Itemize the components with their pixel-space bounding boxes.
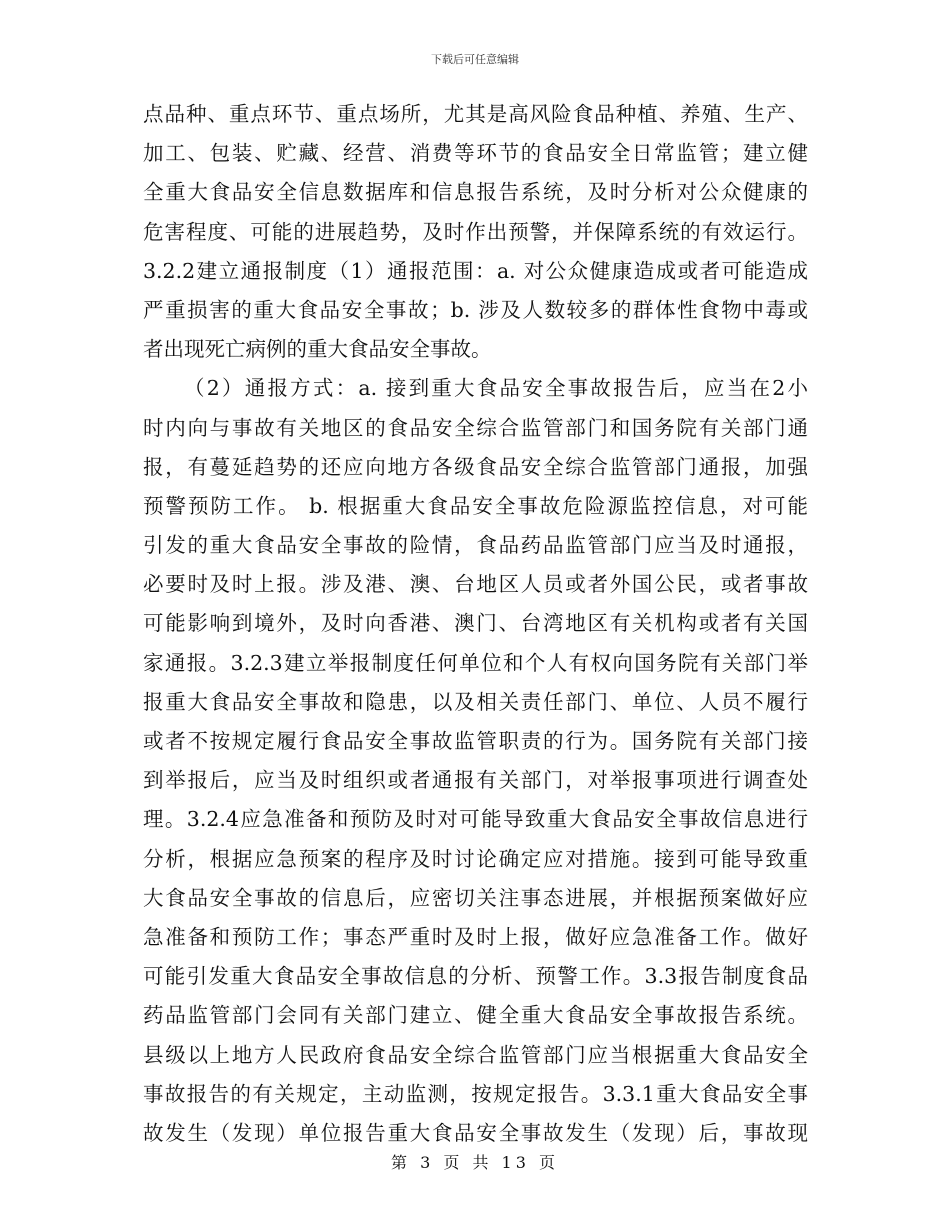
text-line: 急准备和预防工作；事态严重时及时上报，做好应急准备工作。做好 xyxy=(143,924,808,949)
text-line: 可能影响到境外，及时向香港、澳门、台湾地区有关机构或者有关国 xyxy=(143,611,808,636)
text-line: 加工、包装、贮藏、经营、消费等环节的食品安全日常监管；建立健 xyxy=(143,141,808,166)
page-header-note: 下载后可任意编辑 xyxy=(431,53,519,66)
text-line: 故发生（发现）单位报告重大食品安全事故发生（发现）后，事故现 xyxy=(143,1120,808,1145)
text-line: 到举报后，应当及时组织或者通报有关部门，对举报事项进行调查处 xyxy=(143,768,808,793)
text-line: 报重大食品安全事故和隐患，以及相关责任部门、单位、人员不履行 xyxy=(143,689,808,714)
text-line: 可能引发重大食品安全事故信息的分析、预警工作。3.3报告制度食品 xyxy=(143,964,808,989)
text-line: 事故报告的有关规定，主动监测，按规定报告。3.3.1重大食品安全事 xyxy=(143,1081,808,1106)
text-line: 理。3.2.4应急准备和预防及时对可能导致重大食品安全事故信息进行 xyxy=(143,807,808,832)
text-line: 县级以上地方人民政府食品安全综合监管部门应当根据重大食品安全 xyxy=(143,1042,808,1067)
page-number-footer: 第 3 页 共 13 页 xyxy=(391,1153,559,1172)
text-line: 药品监管部门会同有关部门建立、健全重大食品安全事故报告系统。 xyxy=(143,1003,808,1028)
text-line: 3.2.2建立通报制度（1）通报范围：a. 对公众健康造成或者可能造成 xyxy=(143,258,808,283)
text-line: 严重损害的重大食品安全事故；b. 涉及人数较多的群体性食物中毒或 xyxy=(143,297,808,322)
text-line: 者出现死亡病例的重大食品安全事故。 xyxy=(143,337,492,362)
text-line: 报，有蔓延趋势的还应向地方各级食品安全综合监管部门通报，加强 xyxy=(143,454,808,479)
text-line: 危害程度、可能的进展趋势，及时作出预警，并保障系统的有效运行。 xyxy=(143,219,808,244)
text-line: 全重大食品安全信息数据库和信息报告系统，及时分析对公众健康的 xyxy=(143,180,808,205)
text-line: 时内向与事故有关地区的食品安全综合监管部门和国务院有关部门通 xyxy=(143,415,808,440)
text-line-indented: （2）通报方式：a. 接到重大食品安全事故报告后，应当在2小 xyxy=(184,376,808,401)
text-line: 必要时及时上报。涉及港、澳、台地区人员或者外国公民，或者事故 xyxy=(143,572,808,597)
text-line: 引发的重大食品安全事故的险情，食品药品监管部门应当及时通报， xyxy=(143,533,808,558)
text-line: 点品种、重点环节、重点场所，尤其是高风险食品种植、养殖、生产、 xyxy=(143,102,808,126)
text-line: 分析，根据应急预案的程序及时讨论确定应对措施。接到可能导致重 xyxy=(143,846,808,871)
text-line: 预警预防工作。 b. 根据重大食品安全事故危险源监控信息，对可能 xyxy=(143,493,808,518)
text-line: 家通报。3.2.3建立举报制度任何单位和个人有权向国务院有关部门举 xyxy=(143,650,808,675)
text-line: 或者不按规定履行食品安全事故监管职责的行为。国务院有关部门接 xyxy=(143,729,808,753)
body-text xyxy=(143,95,808,1153)
text-line: 大食品安全事故的信息后，应密切关注事态进展，并根据预案做好应 xyxy=(143,885,808,910)
